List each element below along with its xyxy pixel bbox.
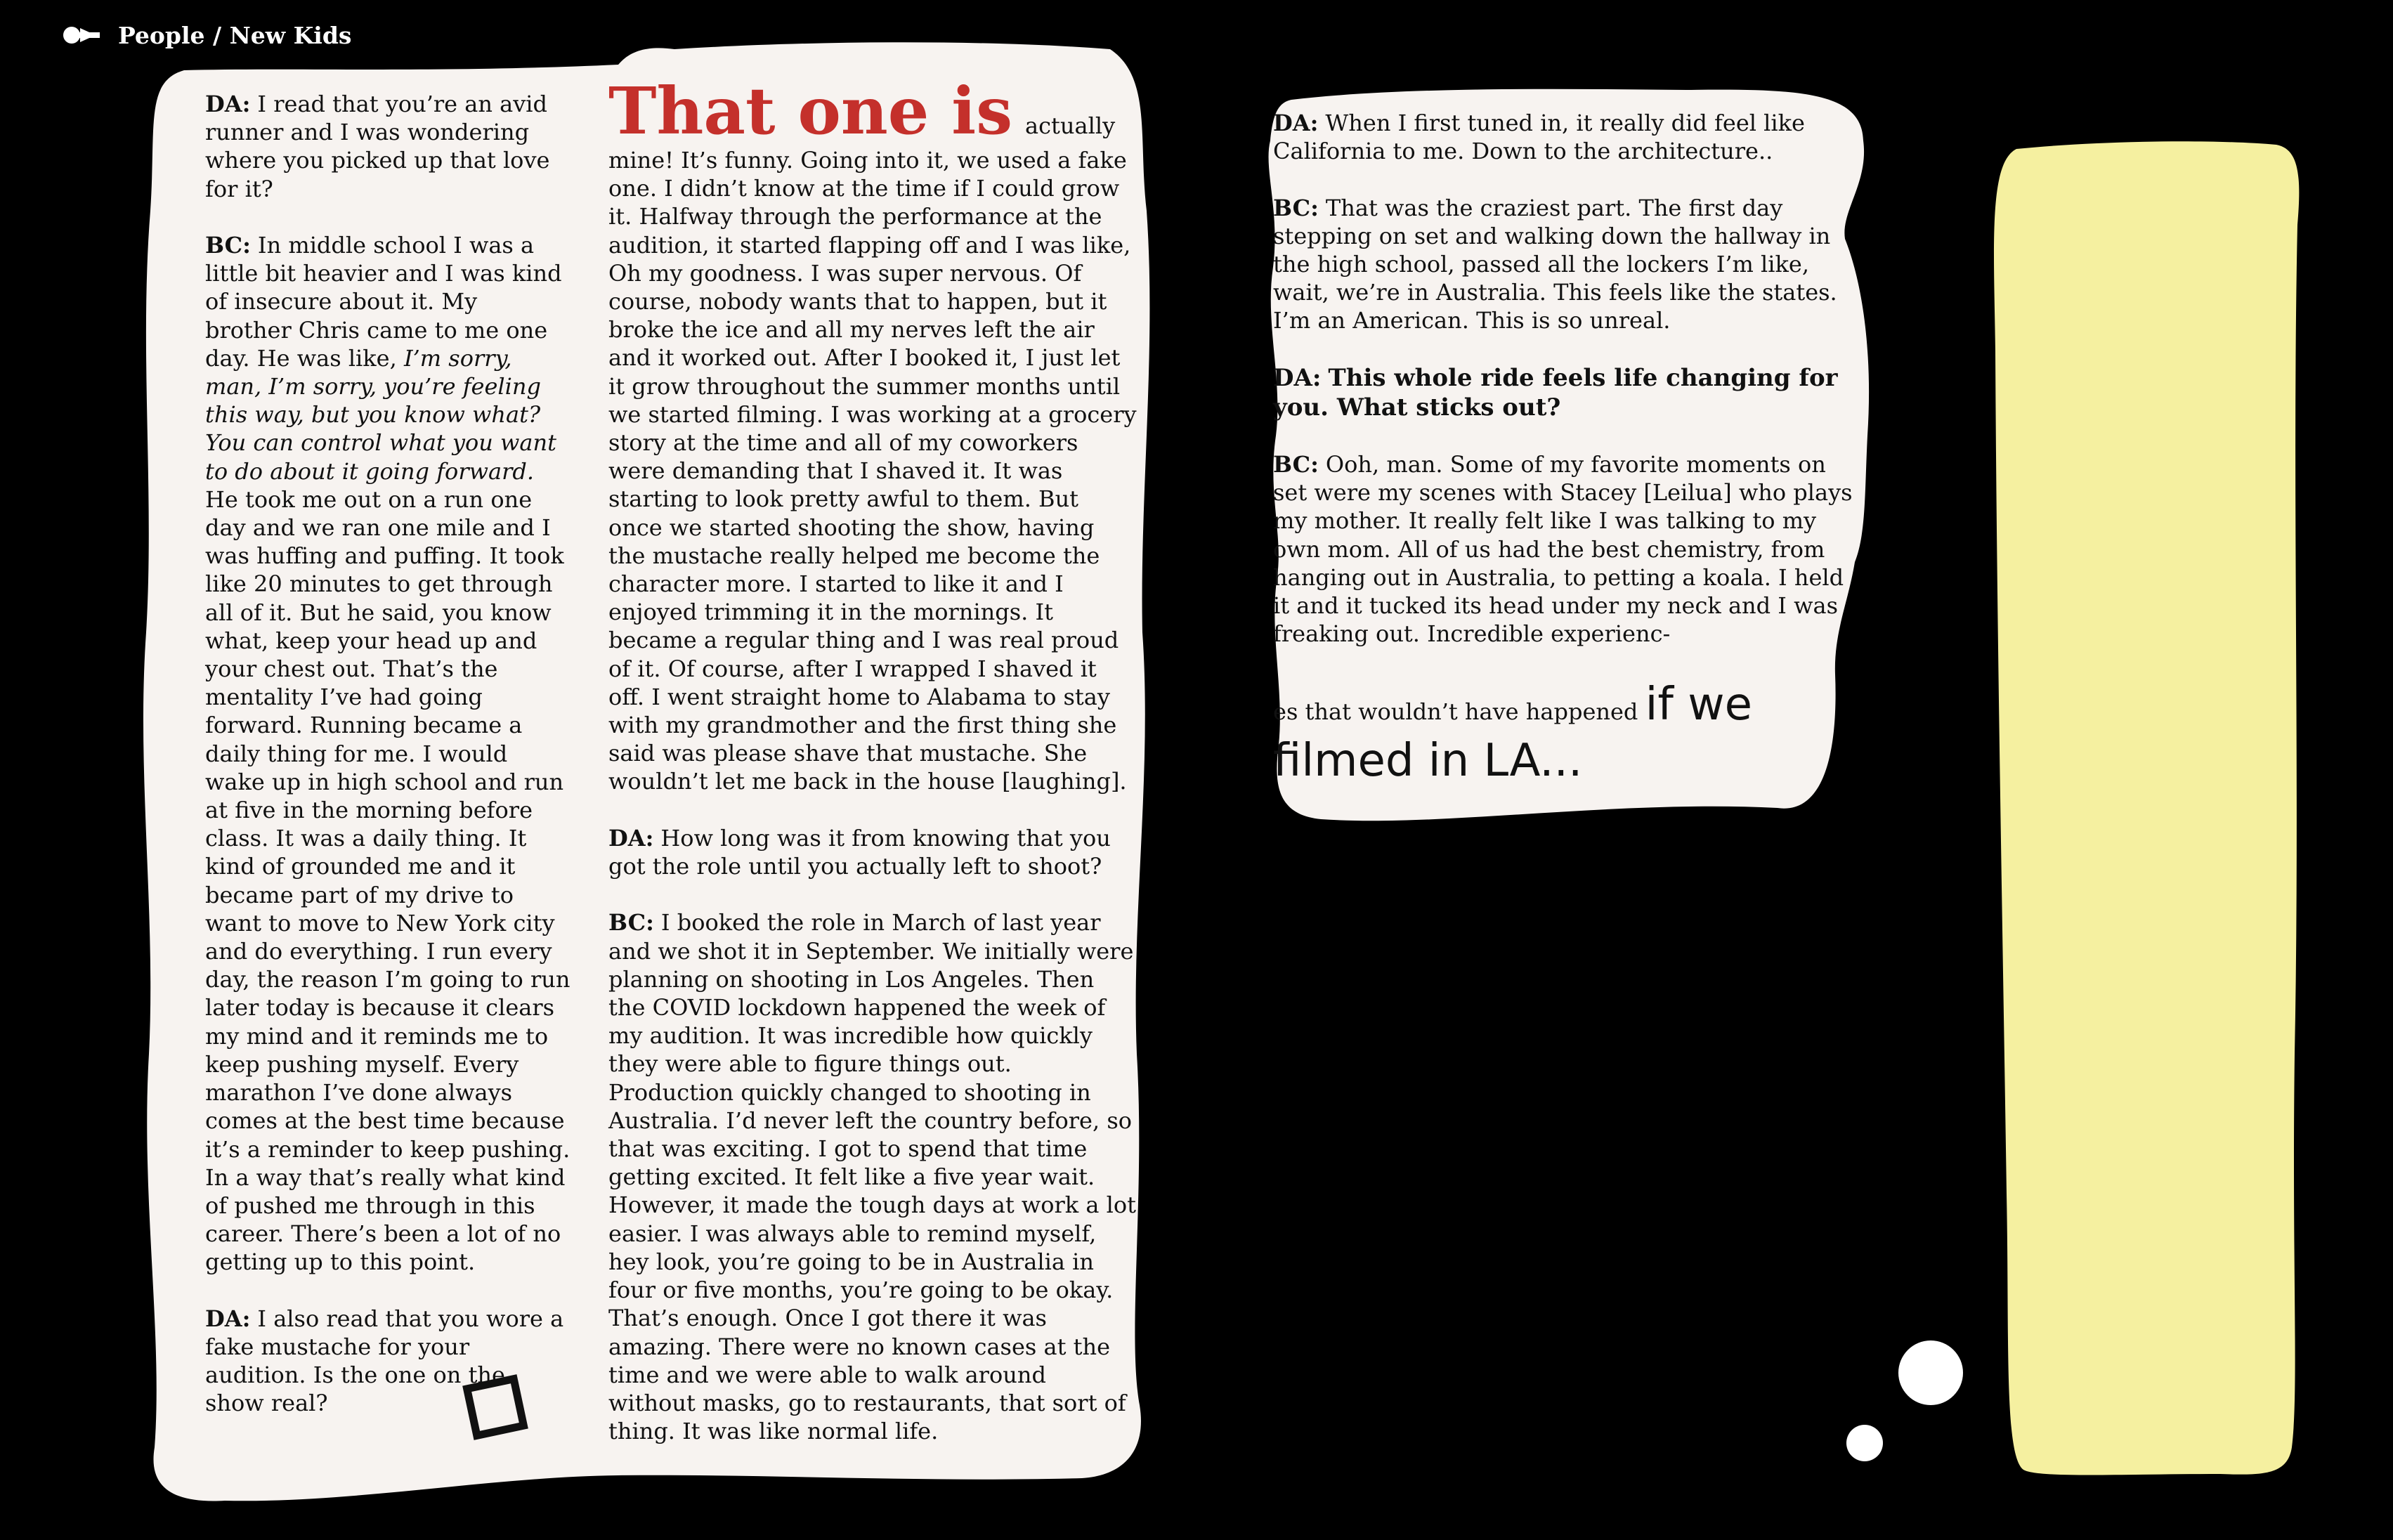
closing-large-text: if we filmed in LA... <box>1273 678 1752 787</box>
paragraph-text: I read that you’re an avid runner and I was wondering where you picked up that love for it? <box>205 91 550 202</box>
question-bold <box>1273 363 1856 422</box>
paragraph-da-3 <box>608 824 1137 880</box>
paragraph-text: actually mine! It’s funny. Going into it, we used a fake one. I didn’t know at the time if I could grow it. Halfway through the performance at the audition, it started flapping off and I was like, Oh my goodness. I was super nervous. Of course, nobody wants that to happen, but it broke the ice and all my nerves left the air and it worked out. After I booked it, I just let it grow throughout the summer months until we started filming. I was working at a grocery story at the time and all of my coworkers were demanding that I shaved it. It was starting to look pretty awful to them. But once we started shooting the show, having the mustache really helped me become the character more. I started to like it and I enjoyed trimming it in the mornings. It became a regular thing and I was real proud of it. Of course, after I wrapped I shaved it off. I went straight home to Alabama to stay with my grandmother and the first thing she said was please shave that mustache. She wouldn’t let me back in the house [laughing]. <box>608 112 1137 795</box>
closing-line <box>1273 677 1856 789</box>
speaker-label: DA: <box>608 824 654 851</box>
paragraph-da-1 <box>205 90 570 203</box>
column-2 <box>608 73 1137 1445</box>
paragraph-text: How long was it from knowing that you got the role until you actually left to shoot? <box>608 824 1111 880</box>
lede-paragraph <box>608 73 1137 796</box>
paragraph-text: In middle school I was a little bit heavier and I was kind of insecure about it. My brother Chris came to me one day. He was like, <box>205 232 562 372</box>
paragraph-bc-1 <box>205 231 570 1277</box>
speaker-label: DA: <box>1273 110 1319 136</box>
yellow-panel <box>1994 141 2299 1475</box>
paragraph-text: I also read that you wore a fake mustache for your audition. Is the one on the show real? <box>205 1305 564 1417</box>
arrow-logo-icon <box>62 22 104 48</box>
paragraph-text: He took me out on a run one day and we ran one mile and I was huffing and puffing. It took like 20 minutes to get through all of it. But he said, you know what, keep your head up and your chest out. That’s the mentality I’ve had going forward. Running became a daily thing for me. I would wake up in high school and run at five in the morning before class. It was a daily thing. It kind of grounded me and it became part of my drive to want to move to New York city and do everything. I run every day, the reason I’m going to run later today is because it clears my mind and it reminds me to keep pushing myself. Every marathon I’ve done always comes at the best time because it’s a reminder to keep pushing. In a way that’s really what kind of pushed me through in this career. There’s been a lot of no getting up to this point. <box>205 485 570 1276</box>
speaker-label: BC: <box>205 232 251 259</box>
thought-dot-large <box>1898 1340 1963 1405</box>
paragraph-bc-2 <box>608 908 1137 1445</box>
speaker-label: BC: <box>1273 450 1319 478</box>
paragraph-text: I booked the role in March of last year and we shot it in September. We initially were planning on shooting in Los Angeles. Then the COVID lockdown happened the week of my audition. It was incredible how quickly they were able to figure things out. Production quickly changed to shooting in Australia. I’d never left the country before, so that was exciting. I got to spend that time getting excited. It felt like a five year wait. However, it made the tough days at work a lot easier. I was always able to remind myself, hey look, you’re going to be in Australia in four or five months, you’re going to be okay. That’s enough. Once I got there it was amazing. There were no known cases at the time and we were able to walk around without masks, go to restaurants, that sort of thing. It was like normal life. <box>608 909 1136 1445</box>
thought-dot-small <box>1846 1425 1883 1461</box>
paragraph-bc-3 <box>1273 194 1856 335</box>
paragraph-da-4 <box>1273 109 1856 165</box>
question-text: This whole ride feels life changing for you. What sticks out? <box>1273 363 1838 422</box>
speaker-label: BC: <box>1273 194 1319 221</box>
paragraph-text: When I first tuned in, it really did feel like California to me. Down to the architecture.. <box>1273 110 1805 165</box>
speaker-label: BC: <box>608 909 654 937</box>
closing-small-text: es that wouldn’t have happened <box>1273 698 1638 725</box>
paragraph-text: Ooh, man. Some of my favorite moments on set were my scenes with Stacey [Leilua] who plays my mother. It really felt like I was talking to my own mom. All of us had the best chemistry, from hanging out in Australia, to petting a koala. I held it and it tucked its head under my neck and I was freaking out. Incredible experienc- <box>1273 450 1853 648</box>
italic-quote: I’m sorry, man, I’m sorry, you’re feeling this way, but you know what? You can control what you want to do about it going forward. <box>205 344 556 485</box>
section-header <box>62 17 352 53</box>
section-breadcrumb: People / New Kids <box>118 21 352 49</box>
speaker-label: DA: <box>1273 363 1322 392</box>
paragraph-bc-4 <box>1273 450 1856 648</box>
end-square-icon <box>460 1372 530 1442</box>
speaker-label: DA: <box>205 91 251 117</box>
column-3 <box>1273 109 1856 789</box>
speaker-label: DA: <box>205 1305 251 1332</box>
column-1 <box>205 90 570 1418</box>
paragraph-text: That was the craziest part. The first day stepping on set and walking down the hallway in the high school, passed all the lockers I’m like, wait, we’re in Australia. This feels like the states. I’m an American. This is so unreal. <box>1273 194 1837 334</box>
pull-headline: That one is <box>608 73 1013 149</box>
